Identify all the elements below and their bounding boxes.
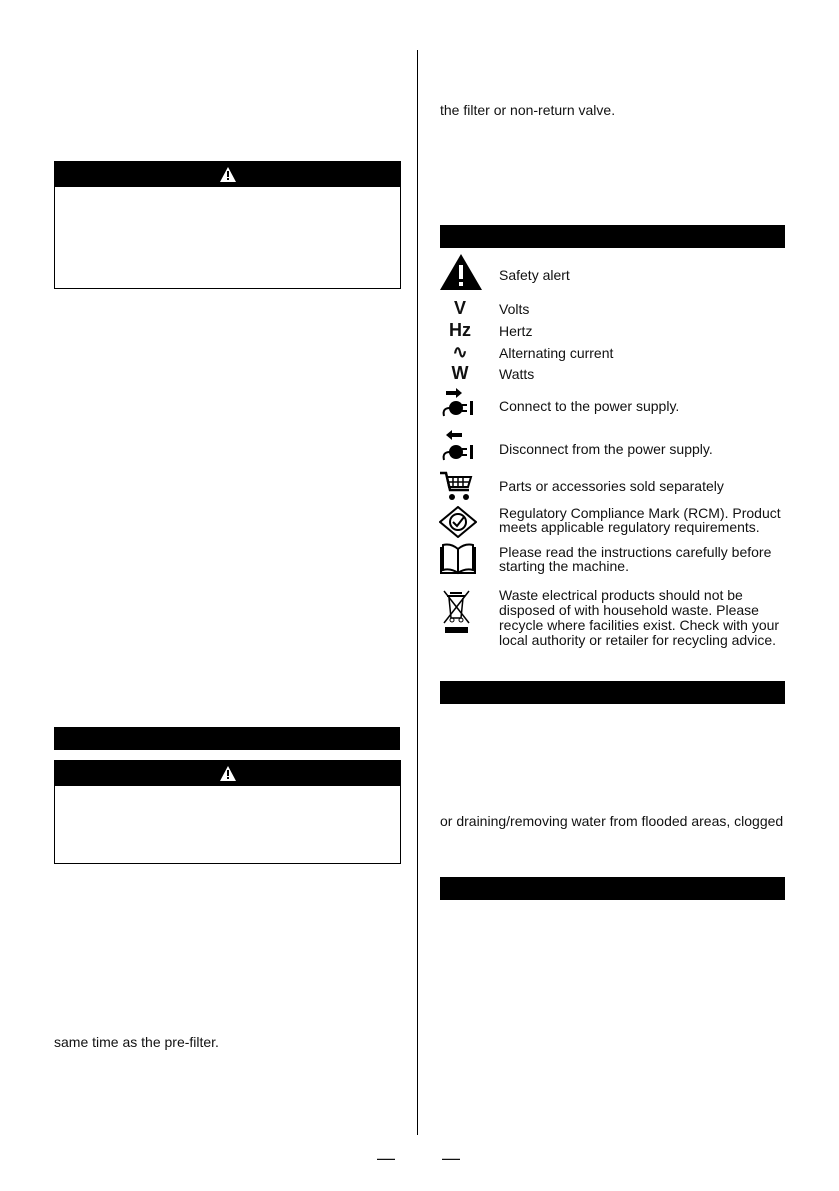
volts-symbol: V — [453, 298, 466, 318]
watts-symbol: W — [451, 363, 469, 383]
symbols-header-bar — [440, 225, 785, 248]
footer-dash-right: — — [442, 1148, 460, 1168]
symbol-label-weee-3: recycle where facilities exist. Check with your — [499, 617, 780, 633]
symbol-label-connect: Connect to the power supply. — [499, 398, 680, 414]
symbol-label-manual-2: starting the machine. — [499, 558, 629, 574]
footer-dash-left: — — [377, 1148, 395, 1168]
warning-box-1 — [54, 161, 401, 289]
symbol-label-rcm-2: meets applicable regulatory requirements. — [499, 519, 760, 535]
symbol-label-weee-2: disposed of with household waste. Please — [499, 602, 759, 618]
warning-triangle-icon — [220, 167, 236, 182]
safety-alert-icon — [439, 253, 483, 291]
disconnect-power-icon — [440, 430, 476, 464]
symbol-label-alternating-current: Alternating current — [499, 345, 614, 361]
section-header-bar-right-2 — [440, 877, 785, 900]
hertz-symbol: Hz — [449, 320, 471, 340]
rcm-mark-icon — [439, 506, 477, 538]
symbol-label-hertz: Hertz — [499, 323, 533, 339]
warning-triangle-icon — [220, 766, 236, 781]
warning-box-2 — [54, 760, 401, 864]
warning-header-2 — [55, 761, 400, 786]
section-header-bar-left — [54, 727, 400, 750]
symbol-label-safety-alert: Safety alert — [499, 267, 570, 283]
left-bottom-text: same time as the pre-filter. — [54, 1034, 219, 1050]
symbol-label-watts: Watts — [499, 366, 535, 382]
symbol-label-manual-1: Please read the instructions carefully before — [499, 544, 772, 560]
section-header-bar-right-1 — [440, 681, 785, 704]
symbol-label-weee-4: local authority or retailer for recycling advice. — [499, 632, 777, 648]
symbol-label-volts: Volts — [499, 301, 530, 317]
warning-header-1 — [55, 162, 400, 187]
symbol-label-weee-1: Waste electrical products should not be — [499, 587, 743, 603]
weee-bin-icon — [442, 588, 472, 634]
right-middle-text: or draining/removing water from flooded areas, clogged — [440, 813, 784, 829]
connect-power-icon — [440, 388, 476, 420]
alternating-current-icon: ∿ — [452, 342, 468, 362]
shopping-cart-icon — [439, 470, 473, 502]
column-divider — [417, 50, 418, 1135]
manual-book-icon — [439, 543, 477, 575]
symbol-label-disconnect: Disconnect from the power supply. — [499, 441, 713, 457]
symbol-label-cart: Parts or accessories sold separately — [499, 478, 724, 494]
symbol-label-rcm-1: Regulatory Compliance Mark (RCM). Product — [499, 505, 781, 521]
right-top-text: the filter or non-return valve. — [440, 102, 616, 118]
